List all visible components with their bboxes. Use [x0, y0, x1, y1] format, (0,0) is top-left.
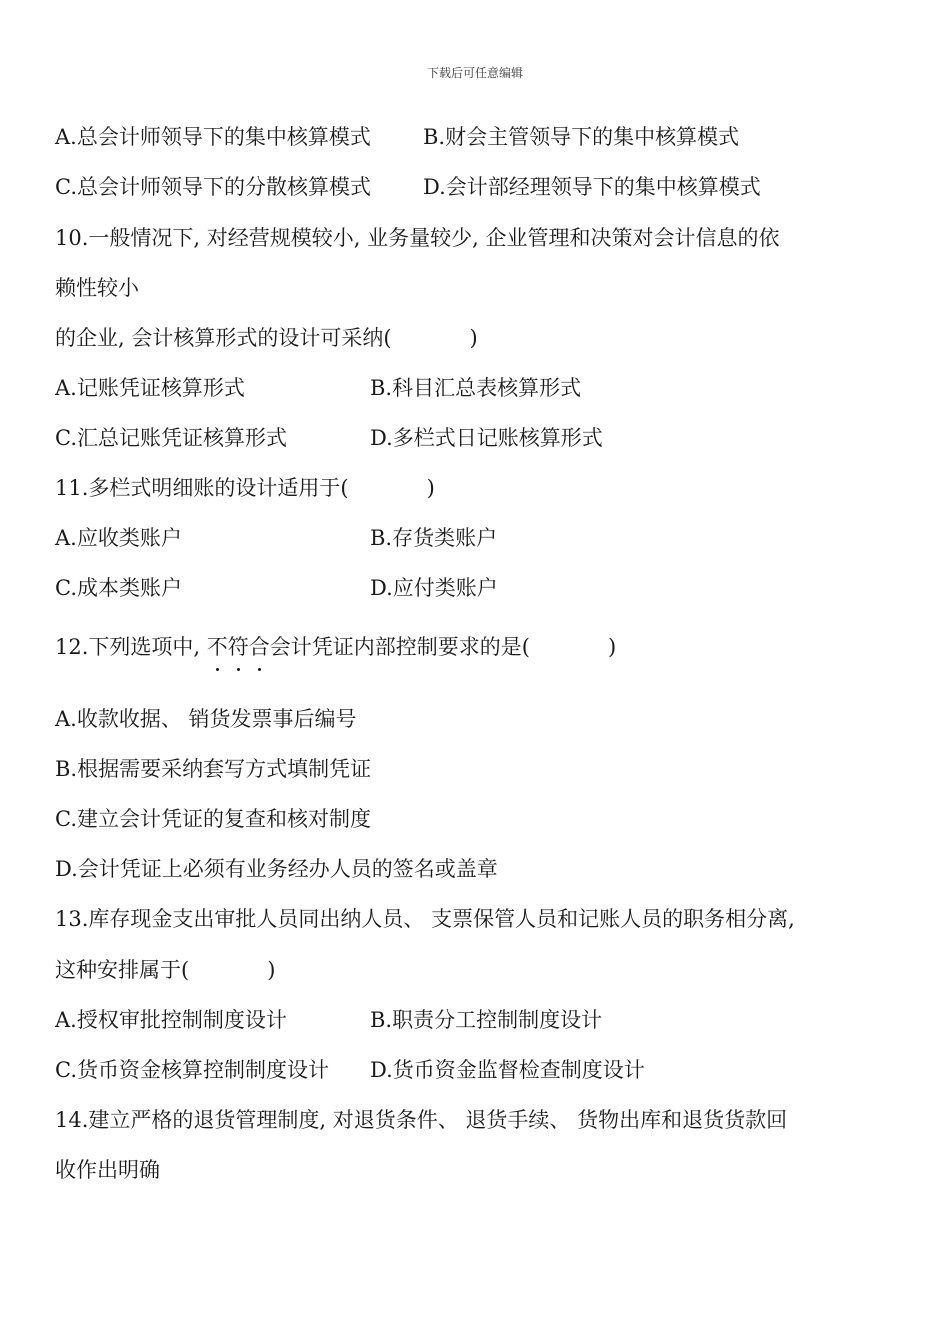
page-header-note: 下载后可任意编辑: [426, 66, 523, 80]
q10-stem-close: ): [469, 326, 478, 350]
q10-stem-text: 的企业, 会计核算形式的设计可采纳(: [55, 326, 392, 350]
q12-stem: [55, 634, 616, 660]
q11-option-row-ab: [55, 525, 498, 551]
q10-option-b: B.科目汇总表核算形式: [370, 376, 582, 400]
emphasis-dot-icon: [216, 668, 219, 671]
q13-option-d: D.货币资金监督检查制度设计: [370, 1058, 645, 1082]
q13-option-b: B.职责分工控制制度设计: [370, 1008, 603, 1032]
q10-stem-line-1: 10.一般情况下, 对经营规模较小, 业务量较少, 企业管理和决策对会计信息的依: [55, 226, 780, 250]
q12-emphasis-char: [228, 634, 249, 660]
q13-stem-line-1: 13.库存现金支出审批人员同出纳人员、 支票保管人员和记账人员的职务相分离,: [55, 907, 795, 931]
q13-option-a: A.授权审批控制制度设计: [55, 1008, 287, 1032]
q12-option-c: C.建立会计凭证的复查和核对制度: [55, 807, 371, 831]
q12-emphasis-char: [207, 634, 228, 660]
q12-emphasis-text: 合: [248, 635, 270, 659]
q11-stem-text: 11.多栏式明细账的设计适用于(: [55, 476, 349, 500]
q9-option-row-cd: [55, 174, 761, 200]
q10-option-d: D.多栏式日记账核算形式: [370, 426, 603, 450]
q9-option-d: D.会计部经理领导下的集中核算模式: [423, 175, 761, 199]
emphasis-dot-icon: [237, 668, 240, 671]
q13-stem-line-2: [55, 957, 275, 983]
q14-stem-line-1: 14.建立严格的退货管理制度, 对退货条件、 退货手续、 货物出库和退货货款回: [55, 1108, 788, 1132]
q12-option-a: A.收款收据、 销货发票事后编号: [55, 707, 357, 731]
q10-stem-line-3: [55, 325, 478, 351]
q10-stem-line-2: 赖性较小: [55, 276, 139, 300]
q11-option-a: A.应收类账户: [55, 526, 182, 550]
q11-option-row-cd: [55, 575, 498, 601]
q12-option-b: B.根据需要采纳套写方式填制凭证: [55, 757, 372, 781]
q11-option-d: D.应付类账户: [370, 576, 498, 600]
q11-stem: [55, 475, 435, 501]
q13-option-row-cd: [55, 1057, 645, 1083]
q11-stem-close: ): [426, 476, 435, 500]
q12-stem-text: 12.下列选项中,: [55, 635, 207, 659]
q10-option-c: C.汇总记账凭证核算形式: [55, 426, 287, 450]
q12-option-d: D.会计凭证上必须有业务经办人员的签名或盖章: [55, 857, 498, 881]
q13-option-c: C.货币资金核算控制制度设计: [55, 1058, 329, 1082]
q12-emphasis-text: 符: [227, 635, 249, 659]
q10-option-row-cd: [55, 425, 603, 451]
q12-stem-close: ): [607, 635, 617, 659]
q9-option-b: B.财会主管领导下的集中核算模式: [423, 125, 740, 149]
q9-option-row-ab: [55, 124, 740, 150]
q13-option-row-ab: [55, 1007, 603, 1033]
q12-stem-text-cont: 会计凭证内部控制要求的是(: [269, 635, 530, 659]
q11-option-b: B.存货类账户: [370, 526, 498, 550]
q12-emphasis-text: 不: [206, 635, 228, 659]
q10-option-row-ab: [55, 375, 582, 401]
emphasis-dot-icon: [258, 668, 261, 671]
q9-option-c: C.总会计师领导下的分散核算模式: [55, 175, 371, 199]
q12-emphasis-char: [249, 634, 270, 660]
q14-stem-line-2: 收作出明确: [55, 1158, 160, 1182]
q10-option-a: A.记账凭证核算形式: [55, 376, 245, 400]
q13-stem-text: 这种安排属于(: [55, 958, 190, 982]
q11-option-c: C.成本类账户: [55, 576, 182, 600]
q13-stem-close: ): [267, 958, 276, 982]
q9-option-a: A.总会计师领导下的集中核算模式: [55, 125, 371, 149]
